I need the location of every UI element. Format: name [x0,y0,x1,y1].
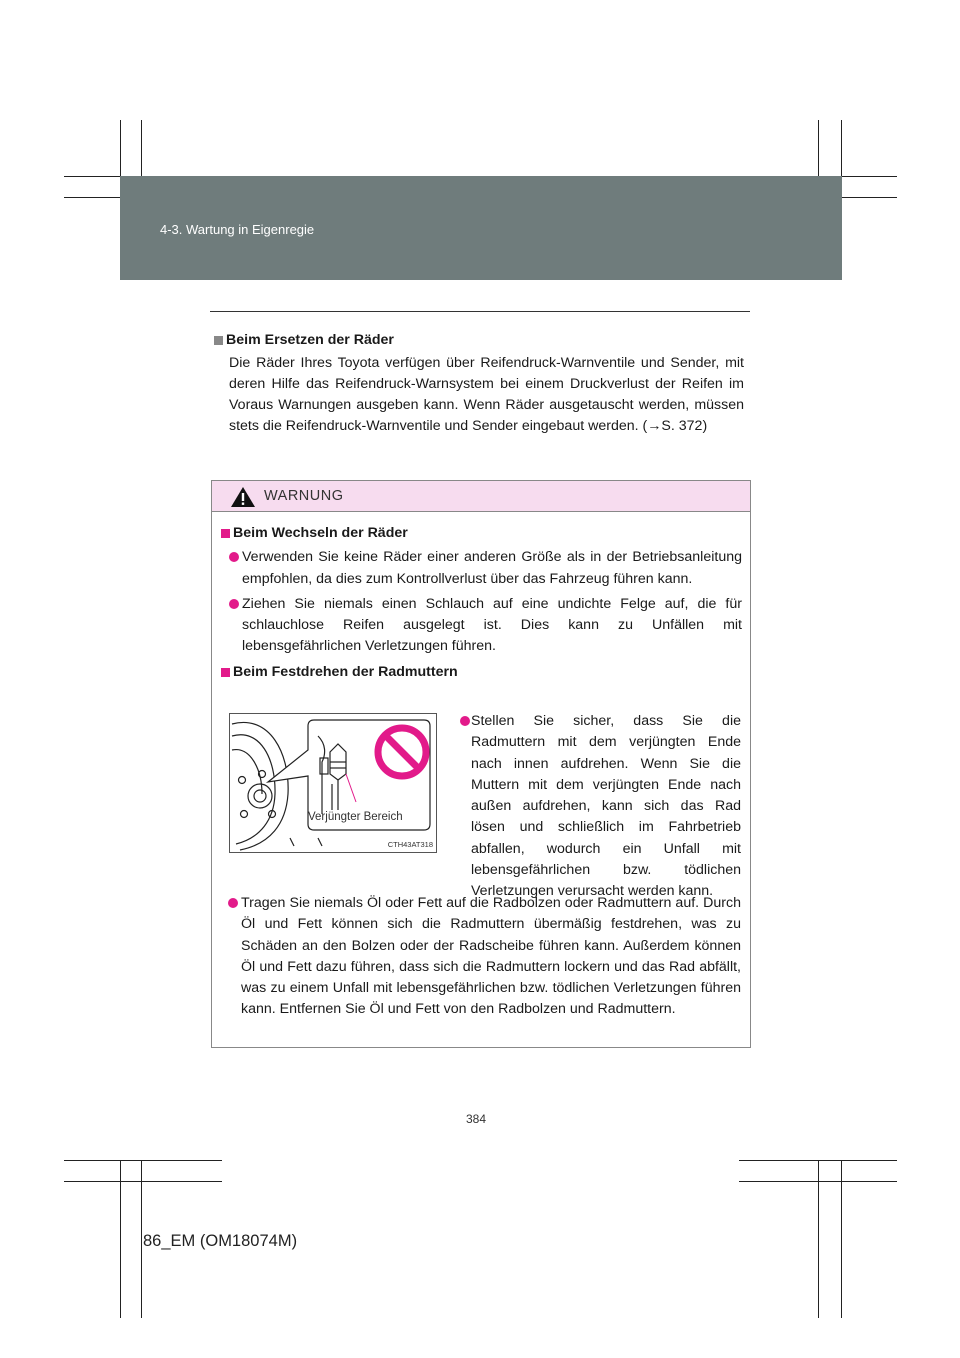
figure-code: CTH43AT318 [387,840,433,849]
crop-mark [120,1160,121,1318]
warning-title: WARNUNG [264,488,344,504]
document-code: 86_EM (OM18074M) [143,1232,298,1250]
warning-body [220,523,742,686]
warning-bullet: Tragen Sie niemals Öl oder Fett auf die Radbolzen oder Radmuttern auf. Durch Öl und Fett können sich die Radmuttern übermäßig festdrehen, was zu Schäden an den Bolzen oder der Radscheibe führen kann. Außerdem können Öl und Fett dazu führen, dass sich die Radmuttern lockern und das Rad abfällt, was zu einem Unfall mit lebensgefährlichen bzw. tödlichen Verletzungen führen kann. Entfernen Sie Öl und Fett von den Radbolzen und Radmuttern. [219,893,741,1021]
warning-bullet: Stellen Sie sicher, dass Sie die Radmuttern mit dem verjüngten Ende nach innen aufdrehen. Wenn Sie die Muttern mit dem verjüngten Ende nach außen aufdrehen, kann sich das Rad lösen und schließlich im Fahrbetrieb abfallen, wodurch ein Unfall mit lebensgefährlichen bzw. tödlichen Verletzungen verursacht werden kann. [451,711,741,903]
crop-mark [64,1181,222,1182]
intro-text: Die Räder Ihres Toyota verfügen über Reifendruck-Warnventile und Sender, mit deren Hilfe das Reifendruck-Warnsystem bei einem Druckverlust der Reifen im Voraus Warnungen ausgeben kann. Wenn Räder ausgetauscht werden, müssen stets die Reifendruck-Warnventile und Sender eingebaut werden. (→S. 372) [229,355,744,434]
warning-bullet: Ziehen Sie niemals einen Schlauch auf eine undichte Felge auf, die für schlauchlose Reifen ausgelegt ist. Dies kann zu Unfällen mit lebensgefährlichen Verletzungen führen. [220,594,742,658]
warning-side-bullet [451,711,741,907]
crop-mark [739,1160,897,1161]
crop-mark [141,1160,142,1318]
warning-header [212,481,750,512]
wheel-nut-figure [229,713,437,853]
warning-heading-1: Beim Wechseln der Räder [220,523,742,544]
warning-heading-2: Beim Festdrehen der Radmuttern [220,662,742,683]
crop-mark [64,1160,222,1161]
crop-mark [841,1160,842,1318]
warning-lower-bullet [219,893,741,1025]
wheel-nut-illustration [230,714,436,852]
section-label: 4-3. Wartung in Eigenregie [160,222,315,237]
page-number: 384 [466,1112,487,1126]
crop-mark [739,1181,897,1182]
warning-bullet: Verwenden Sie keine Räder einer anderen Größe als in der Betriebsanleitung empfohlen, da dies zum Kontrollverlust über das Fahrzeug führen kann. [220,547,742,590]
intro-section [212,330,744,437]
intro-heading: Beim Ersetzen der Räder [212,330,744,351]
figure-caption: Verjüngter Bereich [308,811,403,823]
warning-triangle-icon [230,486,256,508]
divider [210,311,750,312]
crop-mark [818,1160,819,1318]
